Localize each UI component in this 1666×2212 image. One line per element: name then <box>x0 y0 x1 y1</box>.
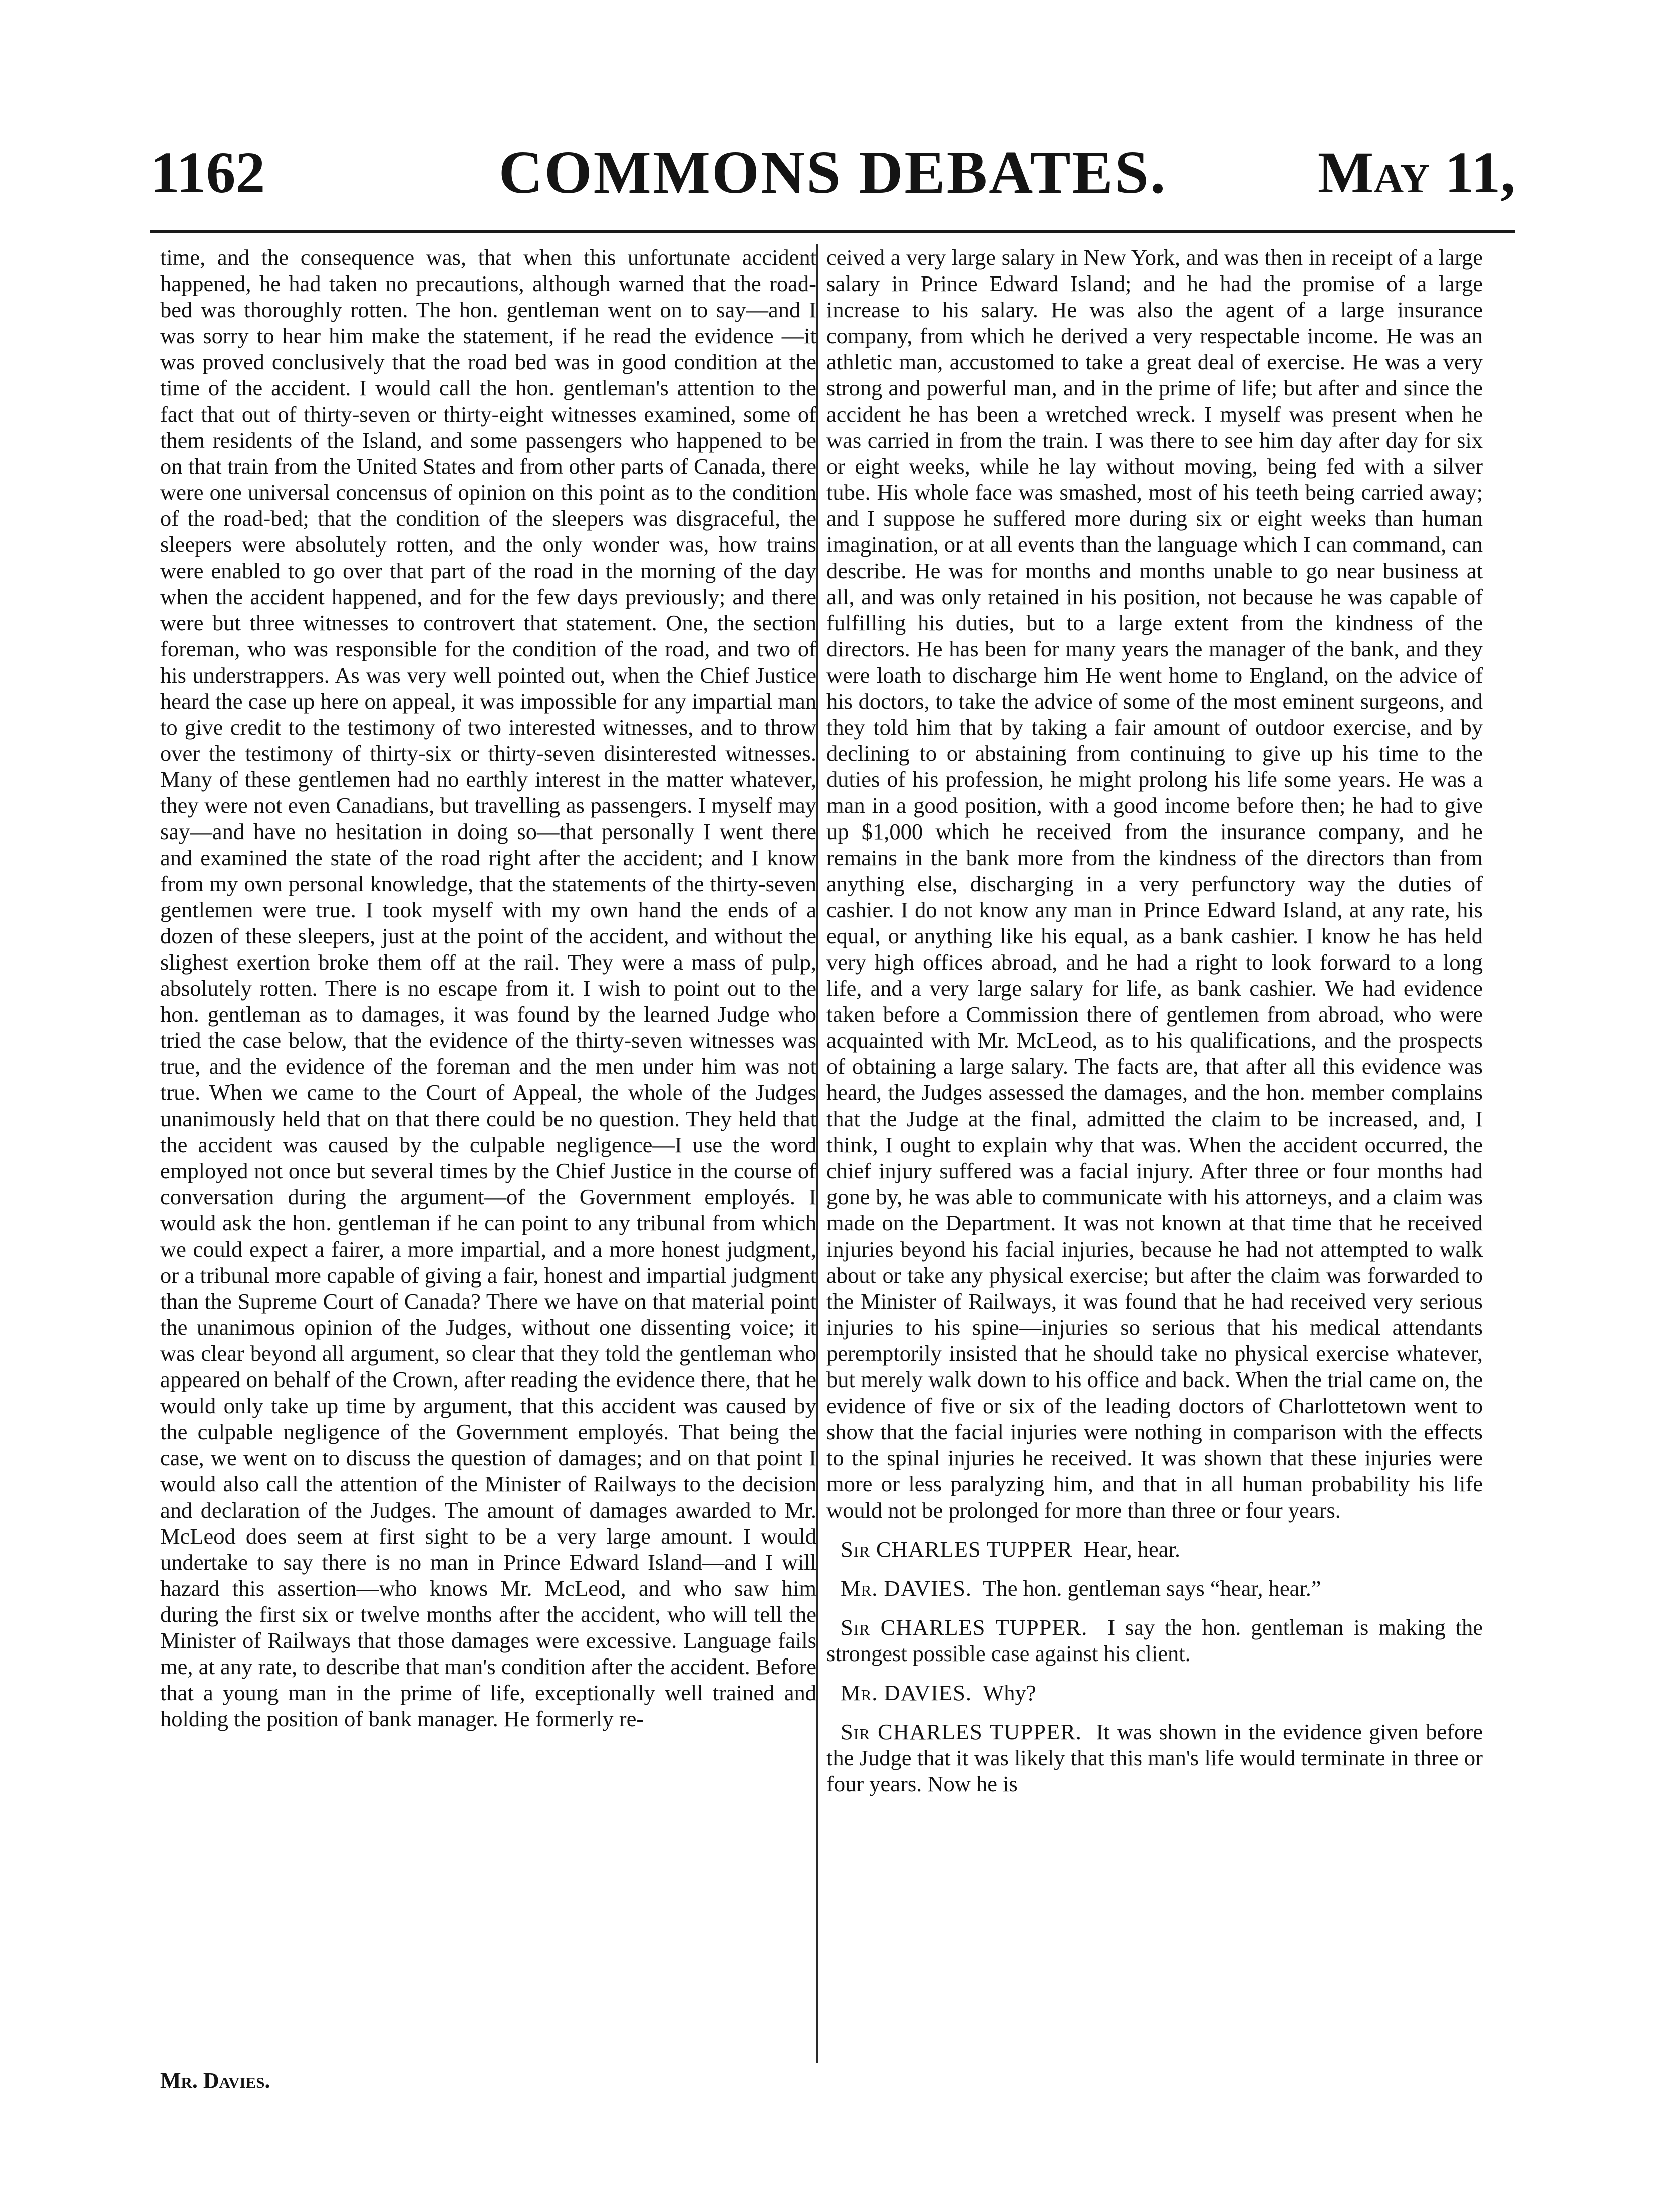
speaker-name: Mr. DAVIES. <box>841 1680 972 1705</box>
right-paragraph: ceived a very large salary in New York, and was then in receipt of a large salary in Prince Edward Island; and he had the promise of a large increase to his salary. He was also the agent of a large insurance company, from which he derived a very respectable income. He was an athletic man, accustomed to take a great deal of exercise. He was a very strong and powerful man, and in the prime of life; but after and since the accident he has been a wretched wreck. I myself was present when he was carried in from the train. I was there to see him day after day for six or eight weeks, while he lay without moving, being fed with a silver tube. His whole face was smashed, most of his teeth being carried away; and I suppose he suffered more during six or eight weeks than human imagination, or at all events than the language which I can command, can describe. He was for months and months unable to go near business at all, and was only retained in his position, not because he was capable of fulfilling his duties, but to a large extent from the kindness of the directors. He has been for many years the manager of the bank, and they were loath to discharge him He went home to England, on the advice of his doctors, to take the advice of some of the most eminent surgeons, and they told him that by taking a fair amount of outdoor exercise, and by declining to or abstaining from continuing to give up his time to the duties of his profession, he might prolong his life some years. He was a man in a good position, with a good income before then; he had to give up $1,000 which he received from the insurance company, and he remains in the bank more from the kindness of the directors than from anything else, discharging in a very perfunctory way the duties of cashier. I do not know any man in Prince Edward Island, at any rate, his equal, or anything like his equal, as a bank cashier. I know he has held very high offices abroad, and he had a right to look forward to a long life, and a very large salary for life, as bank cashier. We had evidence taken before a Commission there of gentlemen from abroad, who were acquainted with Mr. McLeod, as to his qualifications, and the prospects of obtaining a large salary. The facts are, that after all this evidence was heard, the Judges assessed the damages, and the hon. member complains that the Judge at the final, admitted the claim to be increased, and, I think, I ought to explain why that was. When the accident occurred, the chief injury suffered was a facial injury. After three or four months had gone by, he was able to communicate with his attorneys, and a claim was made on the Department. It was not known at that time that he received injuries beyond his facial injuries, because he had not attempted to walk about or take any physical exercise; but after the claim was forwarded to the Minister of Railways, it was found that he had received very serious injuries to his spine—injuries so serious that his medical attendants peremptorily insisted that he should take no physical exercise whatever, but merely walk down to his office and back. When the trial came on, the evidence of five or six of the leading doctors of Charlottetown went to show that the facial injuries were nothing in comparison with the effects to the spinal injuries he received. It was shown that these injuries were more or less paralyzing him, and that in all human probability his life would not be prolonged for more than three or four years. <box>826 245 1483 1523</box>
column-divider <box>816 244 818 2063</box>
speaker-name: Sir CHARLES TUPPER. <box>841 1719 1082 1745</box>
left-column <box>160 244 816 2060</box>
speech-text: I say the hon. gentleman is making the strongest possible case against his client. <box>826 1614 1483 1666</box>
speaker-name: Sir CHARLES TUPPER <box>841 1536 1073 1562</box>
right-column <box>826 244 1483 2060</box>
speech-text: The hon. gentleman says “hear, hear.” <box>983 1575 1321 1601</box>
page-header <box>150 135 1515 210</box>
left-paragraph: time, and the consequence was, that when this unfortunate accident happened, he had taken no precautions, although warned that the road-bed was thoroughly rotten. The hon. gentleman went on to say—and I was sorry to hear him make the statement, if he read the evidence —it was proved conclusively that the road bed was in good condition at the time of the accident. I would call the hon. gentleman's attention to the fact that out of thirty-seven or thirty-eight witnesses examined, some of them residents of the Island, and some passengers who happened to be on that train from the United States and from other parts of Canada, there were one universal concensus of opinion on this point as to the condition of the road-bed; that the condition of the sleepers was disgraceful, the sleepers were absolutely rotten, and the only wonder was, how trains were enabled to go over that part of the road in the morning of the day when the accident happened, and for the few days previously; and there were but three witnesses to controvert that statement. One, the section foreman, who was responsible for the condition of the road, and two of his understrappers. As was very well pointed out, when the Chief Justice heard the case up here on appeal, it was impossible for any impartial man to give credit to the testimony of two interested witnesses, and to throw over the testimony of thirty-six or thirty-seven disinterested witnesses. Many of these gentlemen had no earthly interest in the matter whatever, they were not even Canadians, but travelling as passengers. I myself may say—and have no hesitation in doing so—that personally I went there and examined the state of the road right after the accident; and I know from my own personal knowledge, that the statements of the thirty-seven gentlemen were true. I took myself with my own hand the ends of a dozen of these sleepers, just at the point of the accident, and without the slighest exertion broke them off at the rail. They were a mass of pulp, absolutely rotten. There is no escape from it. I wish to point out to the hon. gentleman as to damages, it was found by the learned Judge who tried the case below, that the evidence of the thirty-seven witnesses was true, and the evidence of the foreman and the men under him was not true. When we came to the Court of Appeal, the whole of the Judges unanimously held that on that there could be no question. They held that the accident was caused by the culpable negligence—I use the word employed not once but several times by the Chief Justice in the course of conversation during the argument—of the Government employés. I would ask the hon. gentleman if he can point to any tribunal from which we could expect a fairer, a more impartial, and a more honest judgment, or a tribunal more capable of giving a fair, honest and impartial judgment than the Supreme Court of Canada? There we have on that material point the unanimous opinion of the Judges, without one dissenting voice; it was clear beyond all argument, so clear that they told the gentleman who appeared on behalf of the Crown, after reading the evidence there, that he would only take up time by argument, that this accident was caused by the culpable negligence of the Government employés. That being the case, we went on to discuss the question of damages; and on that point I would also call the attention of the Minister of Railways to the decision and declaration of the Judges. The amount of damages awarded to Mr. McLeod does seem at first sight to be a very large amount. I would undertake to say there is no man in Prince Edward Island—and I will hazard this assertion—who knows Mr. McLeod, and who saw him during the first six or twelve months after the accident, who will tell the Minister of Railways that those damages were excessive. Language fails me, at any rate, to describe that man's condition after the accident. Before that a young man in the prime of life, exceptionally well trained and holding the position of bank manager. He formerly re- <box>160 245 816 1732</box>
speech-text: Hear, hear. <box>1083 1536 1181 1562</box>
speech-entry <box>826 1536 1483 1562</box>
speech-text: Why? <box>983 1680 1036 1705</box>
speech-entry <box>826 1680 1483 1706</box>
speaker-name: Mr. DAVIES. <box>841 1575 972 1601</box>
speech-text: It was shown in the evidence given before the Judge that it was likely that this man's life would terminate in three or four years. Now he is <box>826 1719 1483 1797</box>
footer-signature: Mr. Davies. <box>160 2068 270 2093</box>
speaker-name: Sir CHARLES TUPPER. <box>841 1614 1088 1640</box>
page-number: 1162 <box>150 140 265 205</box>
page-date: May 11, <box>1317 140 1515 205</box>
speech-entry <box>826 1719 1483 1797</box>
page-title: COMMONS DEBATES. <box>498 139 1167 206</box>
speech-entry <box>826 1575 1483 1601</box>
header-rule <box>150 230 1515 233</box>
speech-entry <box>826 1614 1483 1667</box>
